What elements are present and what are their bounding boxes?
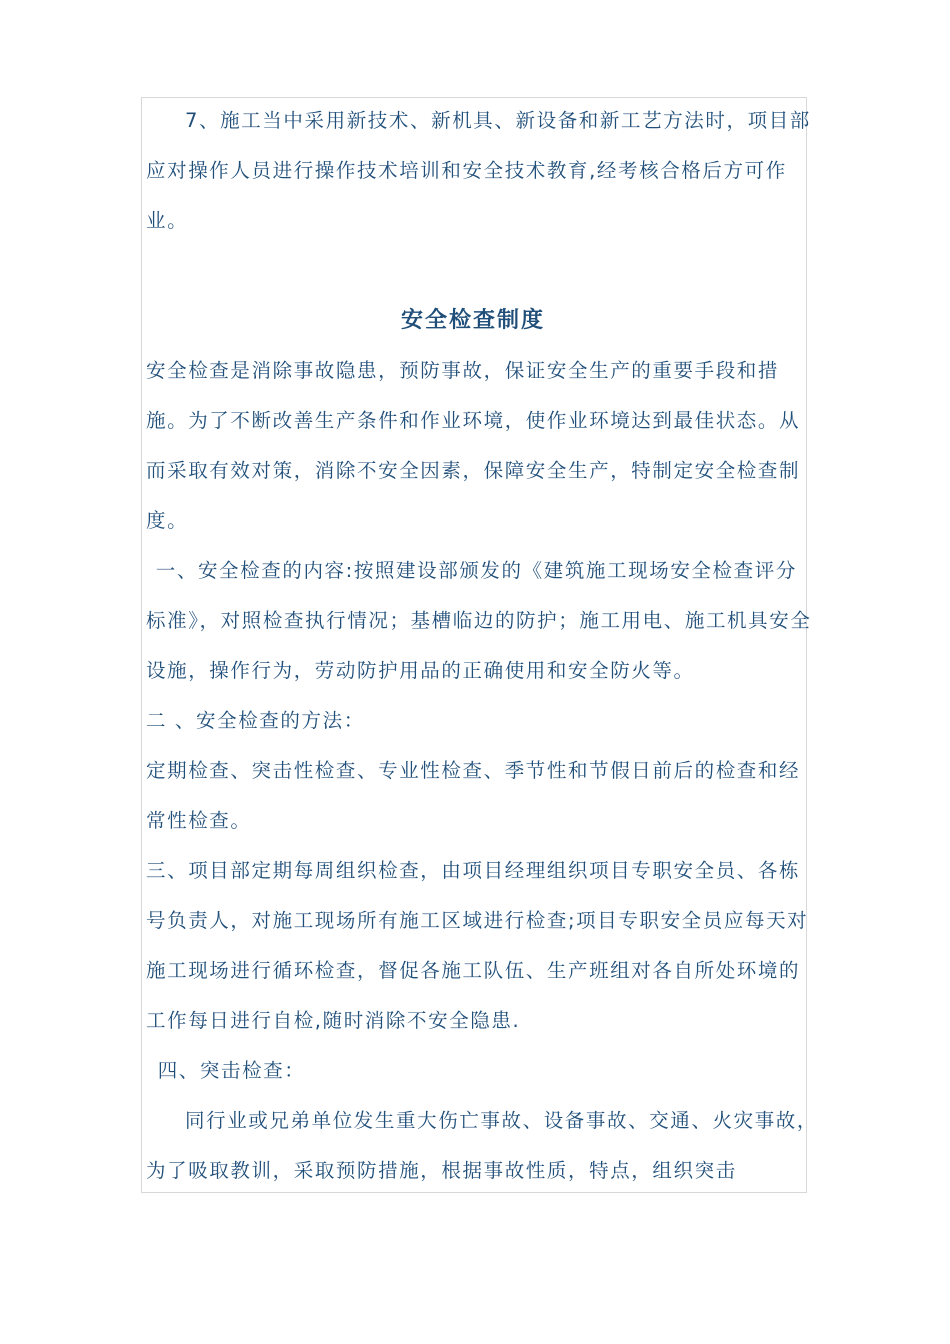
section-2-paragraph: 定期检查、突击性检查、专业性检查、季节性和节假日前后的检查和经常性检查。	[146, 759, 801, 832]
section-4-paragraph: 同行业或兄弟单位发生重大伤亡事故、设备事故、交通、火灾事故，为了吸取教训，采取预防措施，根据事故性质，特点，组织突击	[146, 1109, 819, 1182]
section-2-heading: 二 、安全检查的方法：	[146, 709, 365, 732]
blank-line	[146, 246, 818, 296]
section-3-paragraph: 三、项目部定期每周组织检查，由项目经理组织项目专职安全员、各栋号负责人，对施工现场所有施工区域进行检查;项目专职安全员应每天对施工现场进行循环检查，督促各施工队伍、生产班组对各自所处环境的工作每日进行自检,随时消除不安全隐患.	[146, 859, 809, 1032]
section-1-paragraph: 一、安全检查的内容:按照建设部颁发的《建筑施工现场安全检查评分标准》，对照检查执行情况；基槽临边的防护；施工用电、施工机具安全设施，操作行为，劳动防护用品的正确使用和安全防火等。	[146, 559, 812, 682]
document-body	[146, 96, 818, 1196]
paragraph-7: 7、施工当中采用新技术、新机具、新设备和新工艺方法时，项目部应对操作人员进行操作技术培训和安全技术教育,经考核合格后方可作业。	[146, 109, 811, 232]
intro-paragraph: 安全检查是消除事故隐患，预防事故，保证安全生产的重要手段和措施。为了不断改善生产条件和作业环境，使作业环境达到最佳状态。从而采取有效对策，消除不安全因素，保障安全生产，特制定安全检查制度。	[146, 359, 801, 532]
section-title: 安全检查制度	[400, 308, 545, 333]
section-4-heading: 四、突击检查：	[157, 1059, 306, 1082]
